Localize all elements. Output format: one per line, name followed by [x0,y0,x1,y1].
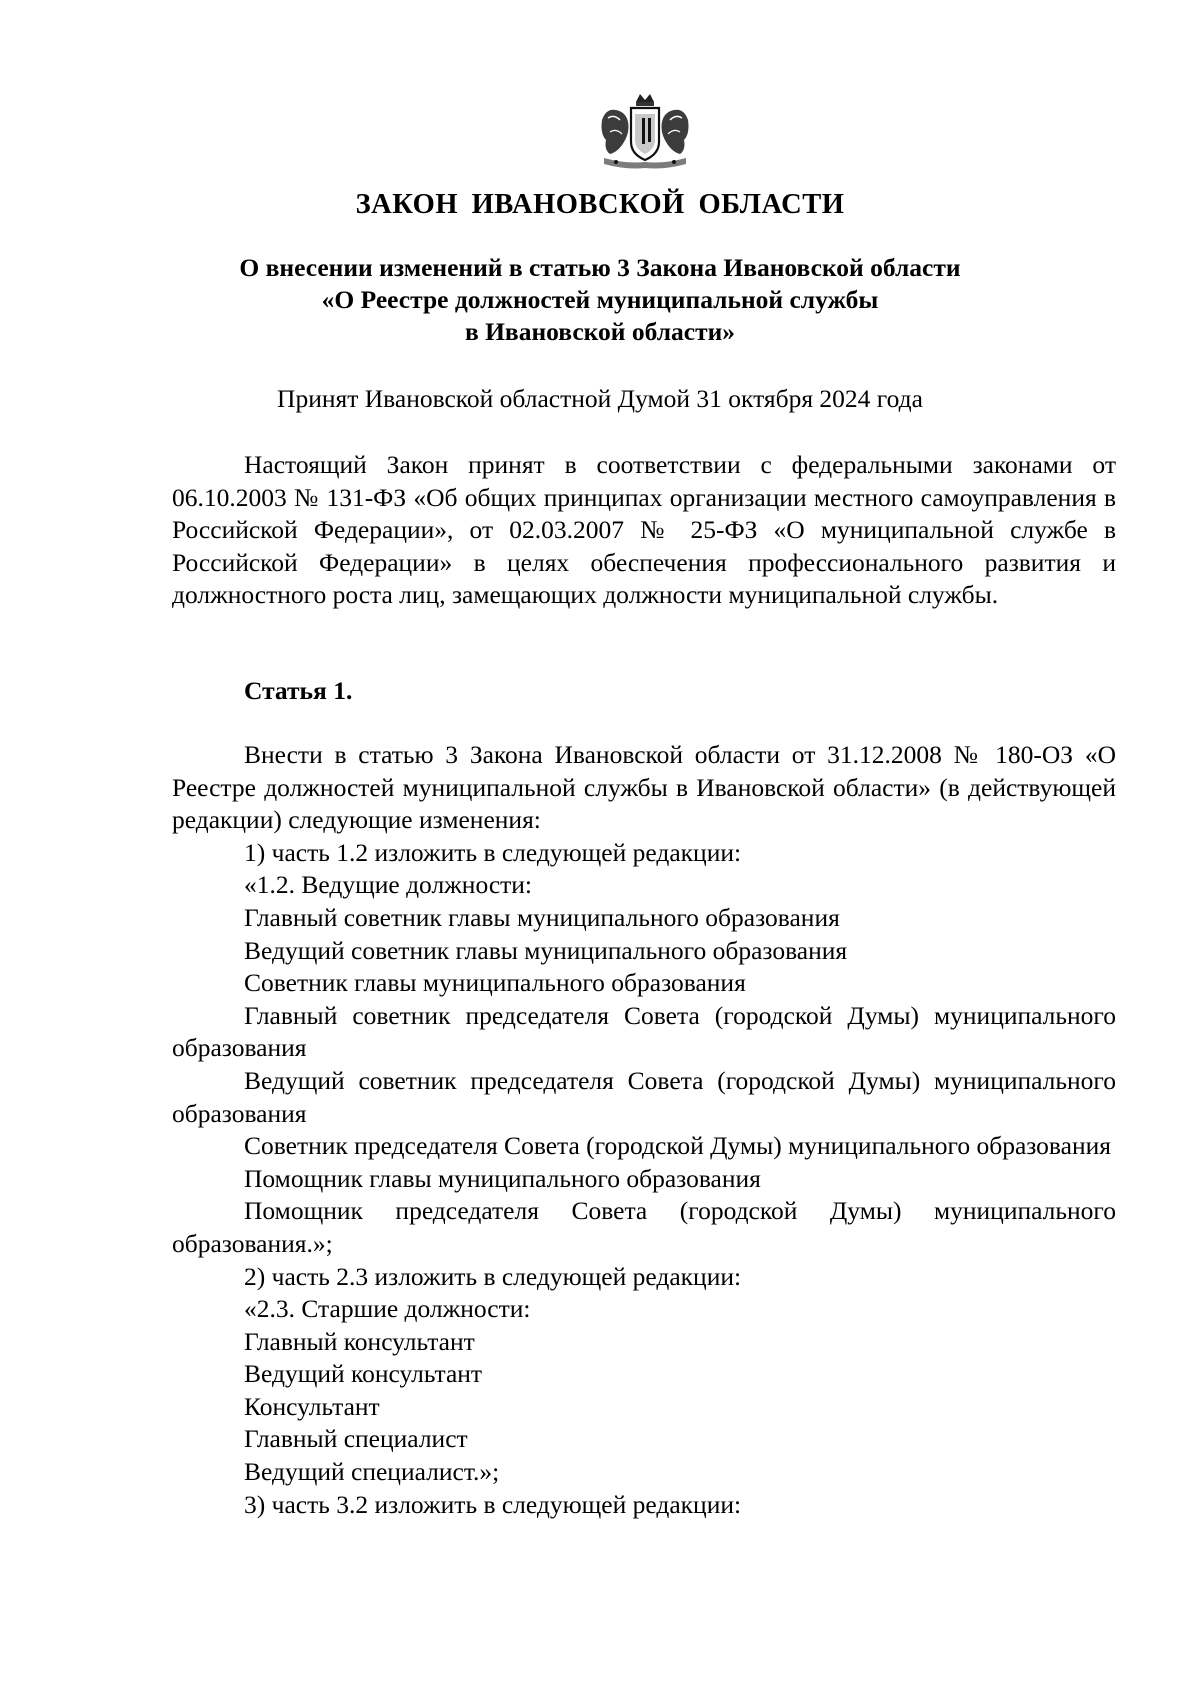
document-subtitle [0,252,1200,348]
document-title: ЗАКОН ИВАНОВСКОЙ ОБЛАСТИ [355,189,845,220]
article-paragraph: 3) часть 3.2 изложить в следующей редакции: [244,1489,742,1519]
article-paragraph: Ведущий советник главы муниципального образования [244,935,848,965]
article-heading: Статья 1. [244,676,353,705]
article-paragraph: 1) часть 1.2 изложить в следующей редакции: [244,837,742,867]
article-paragraph: Советник главы муниципального образования [244,968,746,998]
preamble [172,449,1116,612]
article-paragraph: Главный советник председателя Совета (городской Думы) муниципального образования [172,1000,1116,1063]
article-paragraph: Помощник председателя Совета (городской Думы) муниципального образования.»; [172,1196,1116,1258]
article-body [172,739,1116,1521]
article-paragraph: Помощник главы муниципального образования [244,1163,761,1193]
article-paragraph: Главный консультант [244,1326,475,1356]
adoption-line: Принят Ивановской областной Думой 31 октября 2024 года [277,384,923,413]
subtitle-line: О внесении изменений в статью 3 Закона Ивановской области [239,253,961,282]
article-paragraph: Главный специалист [244,1424,468,1454]
article-paragraph: Ведущий специалист.»; [244,1457,500,1487]
article-paragraph: «2.3. Старшие должности: [244,1294,531,1324]
article-paragraph: Главный советник главы муниципального образования [244,902,840,932]
article-paragraph: Советник председателя Совета (городской Думы) муниципального образования [244,1131,1111,1161]
preamble-text: Настоящий Закон принят в соответствии с федеральными законами от 06.10.2003 № 131-ФЗ «Об общих принципах организации местного самоуправления в Российской Федерации», от 02.03.2007 № 25-ФЗ «О муниципальной службе в Российской Федерации» в целях обеспечения профессионального развития и должностного роста лиц, замещающих должности муниципальной службы. [172,450,1116,610]
article-paragraph: Ведущий советник председателя Совета (городской Думы) муниципального образования [172,1065,1116,1128]
subtitle-line: в Ивановской области» [464,317,736,346]
article-paragraph: 2) часть 2.3 изложить в следующей редакции: [244,1261,742,1291]
article-paragraph: Консультант [244,1391,380,1421]
subtitle-line: «О Реестре должностей муниципальной службы [321,285,879,314]
coat-of-arms-icon [596,92,694,170]
article-paragraph: «1.2. Ведущие должности: [244,870,533,900]
article-paragraph: Внести в статью 3 Закона Ивановской области от 31.12.2008 № 180-ОЗ «О Реестре должностей муниципальной службы в Ивановской области» (в действующей редакции) следующие изменения: [172,740,1116,835]
article-paragraph: Ведущий консультант [244,1359,483,1389]
